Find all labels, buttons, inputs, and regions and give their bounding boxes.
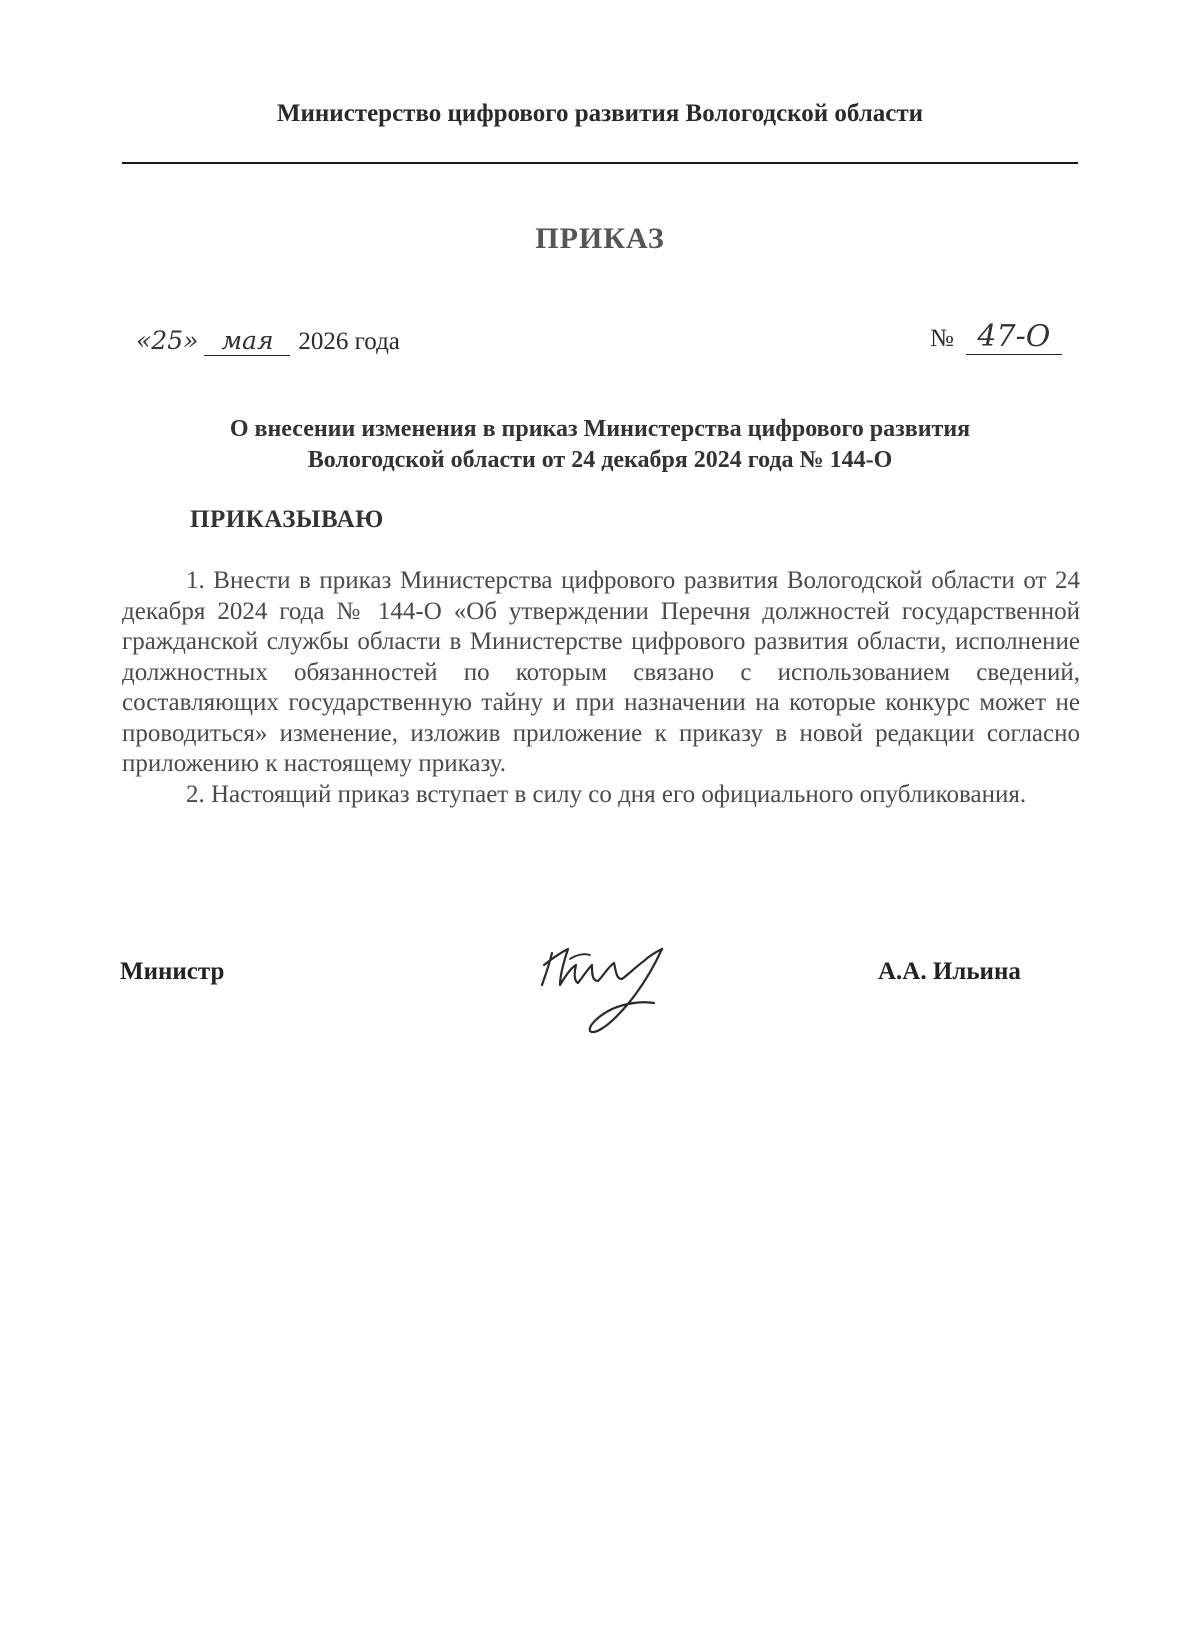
document-subject xyxy=(120,414,1080,476)
date-day: «25» xyxy=(136,326,199,355)
subject-line-1: О внесении изменения в приказ Министерства цифрового развития xyxy=(229,416,971,442)
order-word: ПРИКАЗЫВАЮ xyxy=(190,506,384,533)
date-month: мая xyxy=(204,327,290,356)
paragraph-2: 2. Настоящий приказ вступает в силу со дня его официального опубликования. xyxy=(186,780,1027,808)
paragraph-1: 1. Внести в приказ Министерства цифрового развития Вологодской области от 24 декабря 2024 года № 144-О «Об утверждении Перечня должностей государственной гражданской службы области в Министерстве цифрового развития области, исполнение должностных обязанностей по которым связано с использованием сведений, составляющих государственную тайну и при назначении на которые конкурс может не проводиться» изменение, изложив приложение к приказу в новой редакции согласно приложению к настоящему приказу. xyxy=(122,567,1080,777)
date-year: 2026 года xyxy=(298,328,400,355)
number-sign: № xyxy=(930,325,954,352)
header-divider xyxy=(122,162,1078,164)
document-number xyxy=(930,320,1062,355)
signer-position: Министр xyxy=(120,958,225,985)
signer-name: А.А. Ильина xyxy=(878,958,1021,985)
subject-line-2: Вологодской области от 24 декабря 2024 года № 144-О xyxy=(307,447,893,473)
document-body xyxy=(122,566,1080,810)
ministry-header: Министерство цифрового развития Вологодской области xyxy=(276,100,924,127)
handwritten-signature-icon xyxy=(530,935,700,1045)
number-value: 47-О xyxy=(966,320,1062,355)
document-date xyxy=(136,326,400,356)
document-title: ПРИКАЗ xyxy=(535,222,665,255)
